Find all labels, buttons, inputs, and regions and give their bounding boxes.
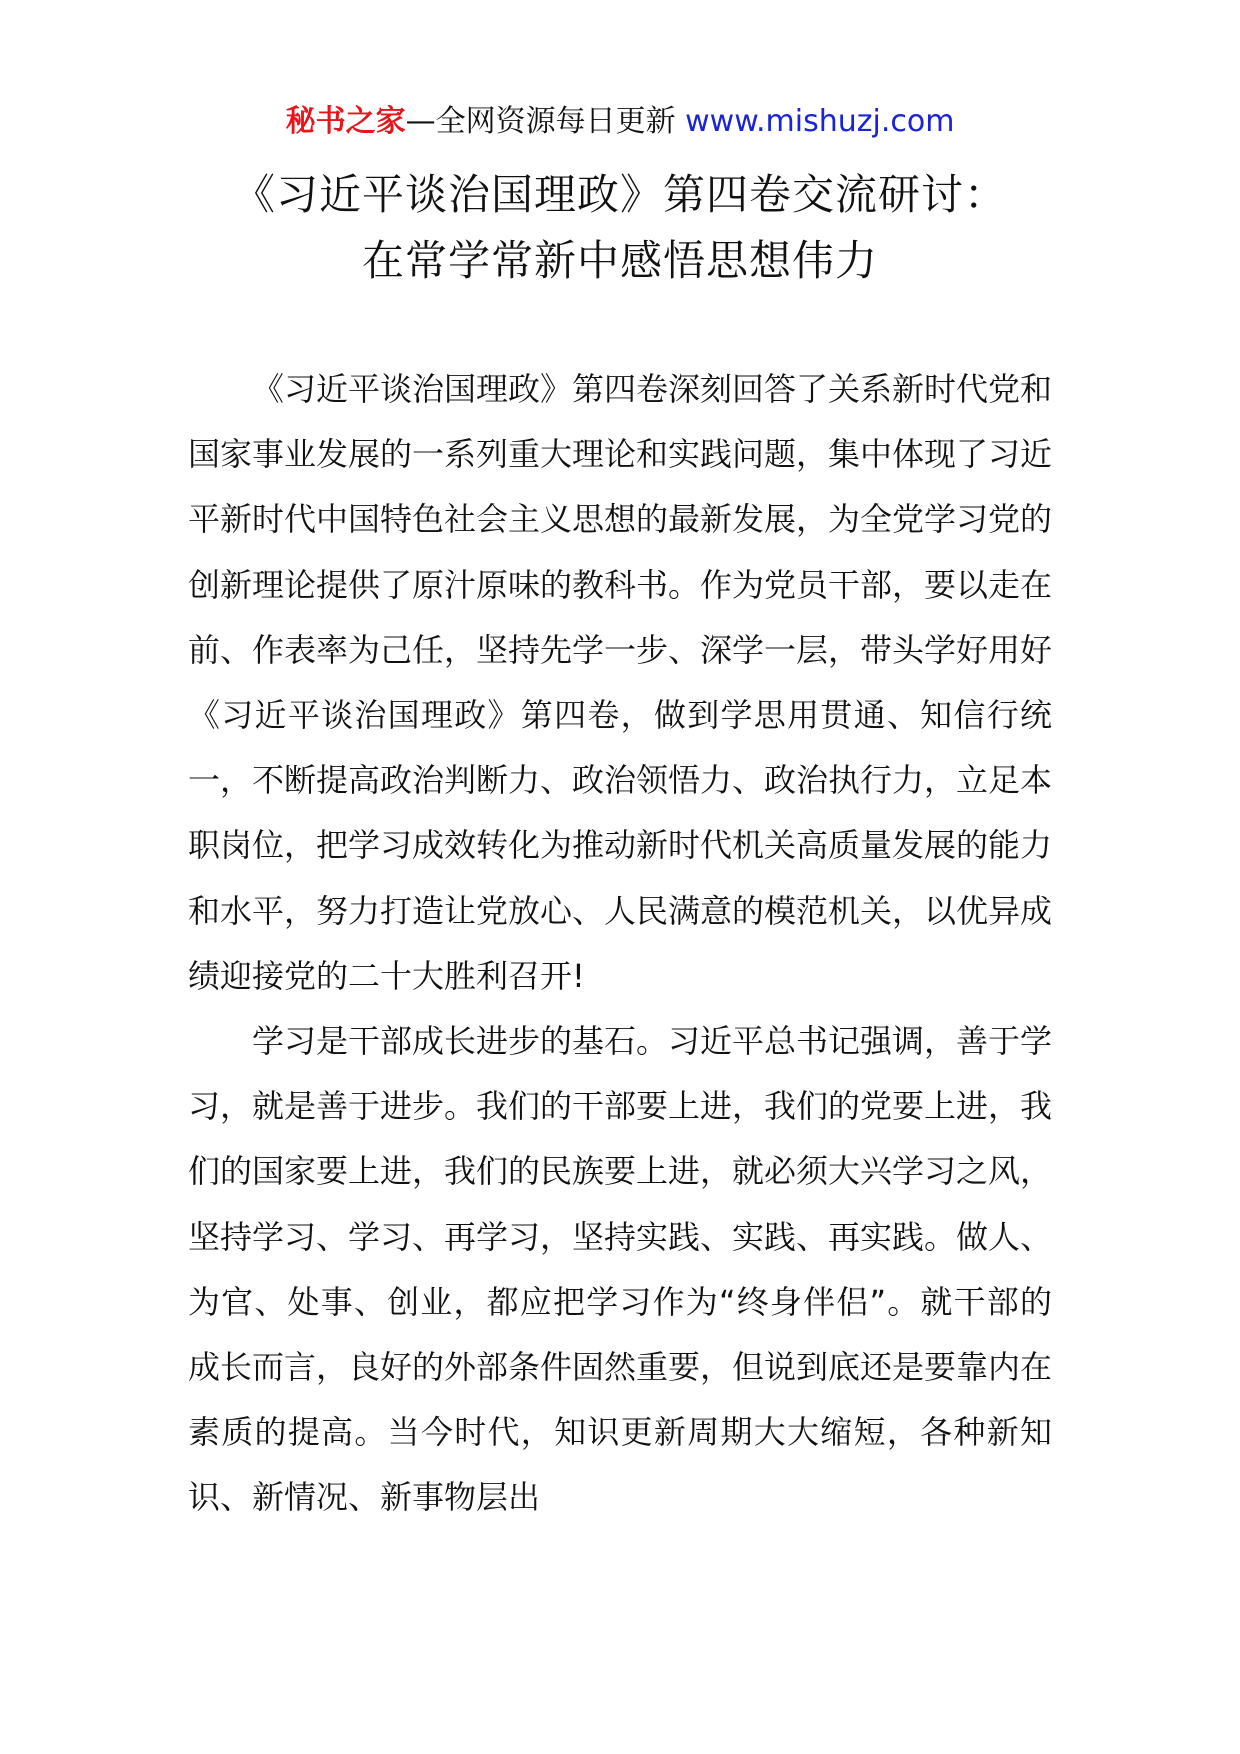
title-line-1: 《习近平谈治国理政》第四卷交流研讨： — [232, 170, 1007, 219]
document-title — [0, 162, 1240, 294]
body-paragraph: 《习近平谈治国理政》第四卷深刻回答了关系新时代党和国家事业发展的一系列重大理论和实践问题，集中体现了习近平新时代中国特色社会主义思想的最新发展，为全党学习党的创新理论提供了原汁原味的教科书。作为党员干部，要以走在前、作表率为己任，坚持先学一步、深学一层，带头学好用好《习近平谈治国理政》第四卷，做到学思用贯通、知信行统一，不断提高政治判断力、政治领悟力、政治执行力，立足本职岗位，把学习成效转化为推动新时代机关高质量发展的能力和水平，努力打造让党放心、人民满意的模范机关，以优异成绩迎接党的二十大胜利召开! — [188, 370, 1053, 995]
document-body — [188, 357, 1052, 1531]
body-paragraph: 学习是干部成长进步的基石。习近平总书记强调，善于学习，就是善于进步。我们的干部要上进，我们的党要上进，我们的国家要上进，我们的民族要上进，就必须大兴学习之风，坚持学习、学习、再学习，坚持实践、实践、再实践。做人、为官、处事、创业，都应把学习作为“终身伴侣”。就干部的成长而言，良好的外部条件固然重要，但说到底还是要靠内在素质的提高。当今时代，知识更新周期大大缩短，各种新知识、新情况、新事物层出 — [188, 1022, 1053, 1517]
title-line-2: 在常学常新中感悟思想伟力 — [361, 236, 878, 285]
site-url-link[interactable]: www.mishuzj.com — [685, 104, 955, 139]
site-header — [0, 102, 1240, 142]
site-tagline: —全网资源每日更新 — [405, 104, 686, 139]
site-brand: 秘书之家 — [285, 104, 406, 139]
